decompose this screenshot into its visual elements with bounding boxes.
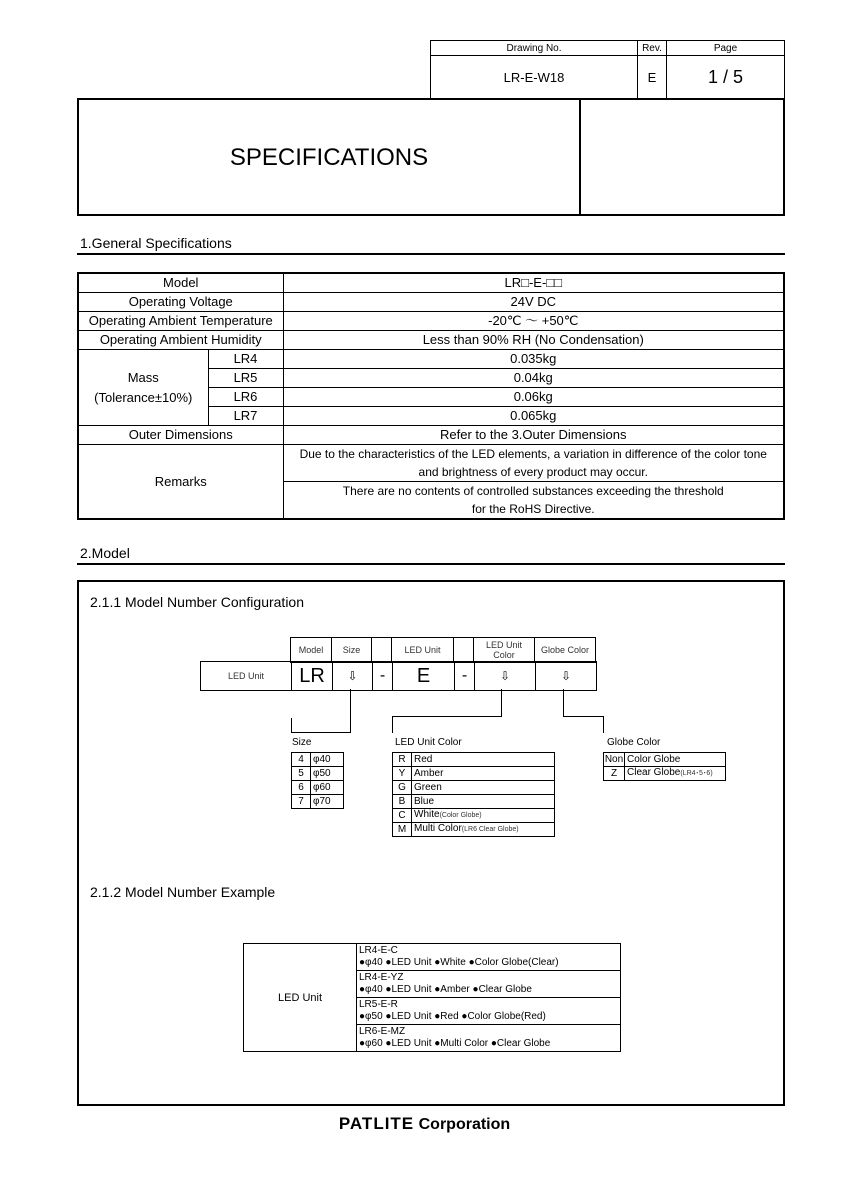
header-led-unit-color: LED Unit Color (474, 638, 535, 663)
page-label: Page (667, 41, 785, 56)
example-desc: ●φ60 ●LED Unit ●Multi Color ●Clear Globe (359, 1038, 551, 1049)
color-name: Amber (414, 767, 444, 779)
footer (0, 1114, 849, 1134)
footer-suffix: Corporation (418, 1116, 511, 1133)
voltage-value: 24V DC (283, 293, 784, 312)
header-led-unit: LED Unit (392, 638, 454, 663)
rev-label: Rev. (638, 41, 667, 56)
header-spacer (454, 638, 474, 663)
page-number: 1 / 5 (667, 56, 785, 99)
section2-rule (77, 563, 785, 565)
size-connector-down (291, 718, 292, 733)
globe-legend-title: Globe Color (607, 737, 661, 748)
color-name: Red (414, 753, 433, 765)
globe-code: Non (604, 753, 624, 765)
size-code: 5 (292, 767, 311, 781)
example-code: LR4-E-C (359, 945, 398, 956)
example-row (357, 971, 621, 998)
color-code: B (393, 795, 412, 809)
color-value (412, 823, 555, 837)
voltage-label: Operating Voltage (78, 293, 283, 312)
example-code: LR4-E-YZ (359, 972, 404, 983)
mass-model: LR5 (208, 369, 283, 388)
color-name: Green (414, 781, 442, 793)
mass-value: 0.06kg (283, 388, 784, 407)
remarks-2-line1: There are no contents of controlled substances exceeding the threshold (342, 484, 724, 498)
example-label: LED Unit (244, 944, 357, 1052)
color-name: Blue (414, 795, 435, 807)
size-code: 6 (292, 781, 311, 795)
config-row-label: LED Unit (201, 662, 292, 691)
color-value (412, 753, 555, 767)
size-legend (291, 752, 344, 809)
remarks-1-line1: Due to the characteristics of the LED elements, a variation in difference of the color tone (299, 447, 767, 461)
color-name: Multi Color (414, 823, 462, 834)
color-name: White (414, 809, 440, 820)
footer-brand: PATLITE (338, 1114, 415, 1133)
globe-arrow-icon: ⇩ (536, 662, 597, 691)
mass-label-line2: (Tolerance±10%) (94, 389, 193, 405)
mass-model: LR4 (208, 350, 283, 369)
globe-code: Z (604, 767, 625, 781)
color-code: M (393, 823, 412, 837)
outer-label: Outer Dimensions (78, 426, 283, 445)
config-header-row (290, 637, 596, 663)
color-legend-title: LED Unit Color (395, 737, 462, 748)
header-model: Model (291, 638, 332, 663)
example-table (243, 943, 621, 1052)
mass-label-line1: Mass (127, 369, 159, 385)
mass-label (78, 350, 208, 426)
color-arrow-icon: ⇩ (475, 662, 536, 691)
size-value: φ60 (311, 781, 344, 795)
color-code: C (393, 809, 412, 823)
temp-value: -20℃ ～ +50℃ (283, 312, 784, 331)
example-row (357, 944, 621, 971)
example-row (357, 998, 621, 1025)
color-note: (Color Globe) (439, 812, 482, 819)
led-code: E (393, 662, 455, 691)
color-connector (392, 689, 502, 717)
size-connector (291, 689, 351, 733)
color-legend (392, 752, 555, 837)
color-code: R (393, 753, 412, 767)
size-arrow-icon: ⇩ (333, 662, 373, 691)
title-box (77, 98, 785, 216)
model-code: LR (292, 662, 333, 691)
color-code: G (393, 781, 412, 795)
example-desc: ●φ40 ●LED Unit ●White ●Color Globe(Clear) (359, 957, 559, 968)
drawing-no-label: Drawing No. (431, 41, 638, 56)
rev-value: E (638, 56, 667, 99)
color-value (412, 781, 555, 795)
globe-note: (LR4･5･6) (680, 770, 713, 777)
color-row (393, 809, 555, 823)
color-row (393, 795, 555, 809)
remarks-1 (283, 445, 784, 482)
color-code: Y (393, 767, 412, 781)
size-legend-title: Size (292, 737, 312, 748)
globe-value (625, 767, 726, 781)
model-label: Model (78, 273, 283, 293)
drawing-no: LR-E-W18 (431, 56, 638, 99)
header-globe-color: Globe Color (535, 638, 596, 663)
size-row (292, 753, 344, 767)
size-value: φ40 (311, 753, 344, 767)
mass-value: 0.035kg (283, 350, 784, 369)
example-heading: 2.1.2 Model Number Example (90, 884, 276, 900)
header-spacer (372, 638, 392, 663)
remarks-2 (283, 482, 784, 520)
color-row (393, 781, 555, 795)
section1-heading: 1.General Specifications (80, 235, 232, 251)
mass-value: 0.065kg (283, 407, 784, 426)
size-value: φ70 (311, 795, 344, 809)
globe-connector-down (603, 716, 604, 733)
config-heading: 2.1.1 Model Number Configuration (90, 594, 305, 610)
humidity-label: Operating Ambient Humidity (78, 331, 283, 350)
example-row (357, 1025, 621, 1052)
color-connector-down (392, 716, 393, 733)
color-row (393, 753, 555, 767)
size-row (292, 795, 344, 809)
section1-rule (77, 253, 785, 255)
globe-legend (603, 752, 726, 781)
page-title: SPECIFICATIONS (229, 144, 429, 171)
example-code: LR5-E-R (359, 999, 398, 1010)
color-note: (LR6 Clear Globe) (461, 826, 519, 833)
globe-row (604, 767, 726, 781)
remarks-2-line2: for the RoHS Directive. (471, 502, 595, 516)
example-desc: ●φ40 ●LED Unit ●Amber ●Clear Globe (359, 984, 532, 995)
dash-1: - (373, 662, 393, 691)
temp-label: Operating Ambient Temperature (78, 312, 283, 331)
header-size: Size (332, 638, 372, 663)
globe-name: Color Globe (627, 753, 681, 765)
humidity-value: Less than 90% RH (No Condensation) (283, 331, 784, 350)
color-value (412, 767, 555, 781)
color-value (412, 809, 555, 823)
color-row (393, 823, 555, 837)
title-block (430, 40, 785, 99)
model-value: LR□-E-□□ (283, 273, 784, 293)
section2-heading: 2.Model (80, 545, 130, 561)
size-row (292, 781, 344, 795)
mass-model: LR6 (208, 388, 283, 407)
remarks-1-line2: and brightness of every product may occur. (418, 465, 648, 479)
dash-2: - (455, 662, 475, 691)
color-value (412, 795, 555, 809)
mass-model: LR7 (208, 407, 283, 426)
example-desc: ●φ50 ●LED Unit ●Red ●Color Globe(Red) (359, 1011, 546, 1022)
size-row (292, 767, 344, 781)
size-value: φ50 (311, 767, 344, 781)
outer-value: Refer to the 3.Outer Dimensions (283, 426, 784, 445)
globe-connector (563, 689, 604, 717)
remarks-label: Remarks (78, 445, 283, 520)
size-code: 4 (292, 753, 311, 767)
color-row (393, 767, 555, 781)
size-code: 7 (292, 795, 311, 809)
config-value-row (200, 661, 597, 691)
globe-name: Clear Globe (627, 767, 681, 778)
mass-value: 0.04kg (283, 369, 784, 388)
globe-value (625, 753, 726, 767)
example-code: LR6-E-MZ (359, 1026, 406, 1037)
title-divider (579, 100, 581, 214)
globe-row (604, 753, 726, 767)
general-spec-table (77, 272, 785, 520)
